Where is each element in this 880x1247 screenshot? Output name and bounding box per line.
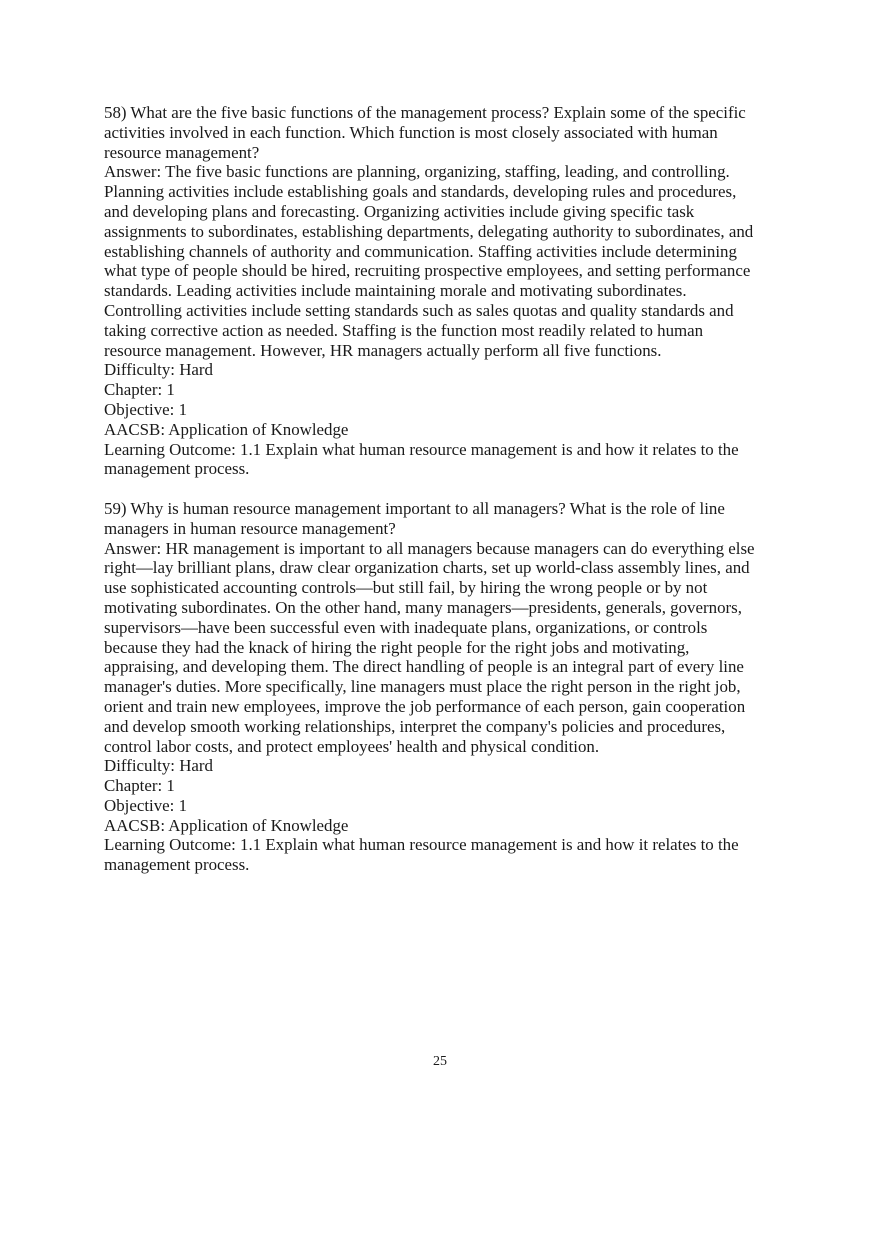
- text-line: and developing plans and forecasting. Organizing activities include giving specific task: [104, 201, 695, 221]
- text-line: establishing channels of authority and communication. Staffing activities include determining: [104, 241, 737, 261]
- learning-outcome-line: Learning Outcome: 1.1 Explain what human resource management is and how it relates to the: [104, 439, 739, 459]
- page-content: [104, 103, 772, 895]
- learning-outcome-line: management process.: [104, 459, 250, 479]
- text-line: because they had the knack of hiring the right people for the right jobs and motivating,: [104, 637, 690, 657]
- text-line: assignments to subordinates, establishing departments, delegating authority to subordinates, and: [104, 221, 754, 241]
- text-line: 59) Why is human resource management important to all managers? What is the role of line: [104, 498, 725, 518]
- difficulty-line: Difficulty: Hard: [104, 360, 213, 380]
- text-line: Answer: The five basic functions are planning, organizing, staffing, leading, and controlling.: [104, 162, 730, 182]
- text-line: standards. Leading activities include maintaining morale and motivating subordinates.: [104, 281, 687, 301]
- page-number: 25: [433, 1054, 447, 1069]
- text-line: resource management?: [104, 142, 260, 162]
- text-line: activities involved in each function. Which function is most closely associated with human: [104, 122, 718, 142]
- text-line: orient and train new employees, improve the job performance of each person, gain cooperation: [104, 696, 746, 716]
- chapter-line: Chapter: 1: [104, 380, 175, 400]
- learning-outcome-line: management process.: [104, 855, 250, 875]
- learning-outcome-line: Learning Outcome: 1.1 Explain what human resource management is and how it relates to the: [104, 835, 739, 855]
- text-line: use sophisticated accounting controls—but still fail, by hiring the wrong people or by not: [104, 578, 708, 598]
- text-line: managers in human resource management?: [104, 518, 396, 538]
- text-line: supervisors—have been successful even with inadequate plans, organizations, or controls: [104, 617, 708, 637]
- question-58-block: [104, 103, 772, 479]
- aacsb-line: AACSB: Application of Knowledge: [104, 815, 349, 835]
- objective-line: Objective: 1: [104, 795, 188, 815]
- text-line: manager's duties. More specifically, line managers must place the right person in the right job,: [104, 677, 741, 697]
- text-line: resource management. However, HR managers actually perform all five functions.: [104, 340, 662, 360]
- text-line: appraising, and developing them. The direct handling of people is an integral part of every line: [104, 657, 744, 677]
- text-line: Controlling activities include setting standards such as sales quotas and quality standards and: [104, 300, 734, 320]
- aacsb-line: AACSB: Application of Knowledge: [104, 419, 349, 439]
- text-line: motivating subordinates. On the other hand, many managers—presidents, generals, governors,: [104, 597, 742, 617]
- text-line: Answer: HR management is important to all managers because managers can do everything else: [104, 538, 755, 558]
- text-line: what type of people should be hired, recruiting prospective employees, and setting performance: [104, 261, 751, 281]
- objective-line: Objective: 1: [104, 399, 188, 419]
- text-line: Planning activities include establishing goals and standards, developing rules and procedures,: [104, 182, 737, 202]
- text-line: taking corrective action as needed. Staffing is the function most readily related to human: [104, 320, 704, 340]
- text-line: right—lay brilliant plans, draw clear organization charts, set up world-class assembly lines, and: [104, 558, 750, 578]
- chapter-line: Chapter: 1: [104, 776, 175, 796]
- text-line: 58) What are the five basic functions of the management process? Explain some of the specific: [104, 103, 746, 122]
- text-line: and develop smooth working relationships, interpret the company's policies and procedures,: [104, 716, 726, 736]
- difficulty-line: Difficulty: Hard: [104, 756, 213, 776]
- question-59-block: [104, 499, 772, 875]
- text-line: control labor costs, and protect employees' health and physical condition.: [104, 736, 600, 756]
